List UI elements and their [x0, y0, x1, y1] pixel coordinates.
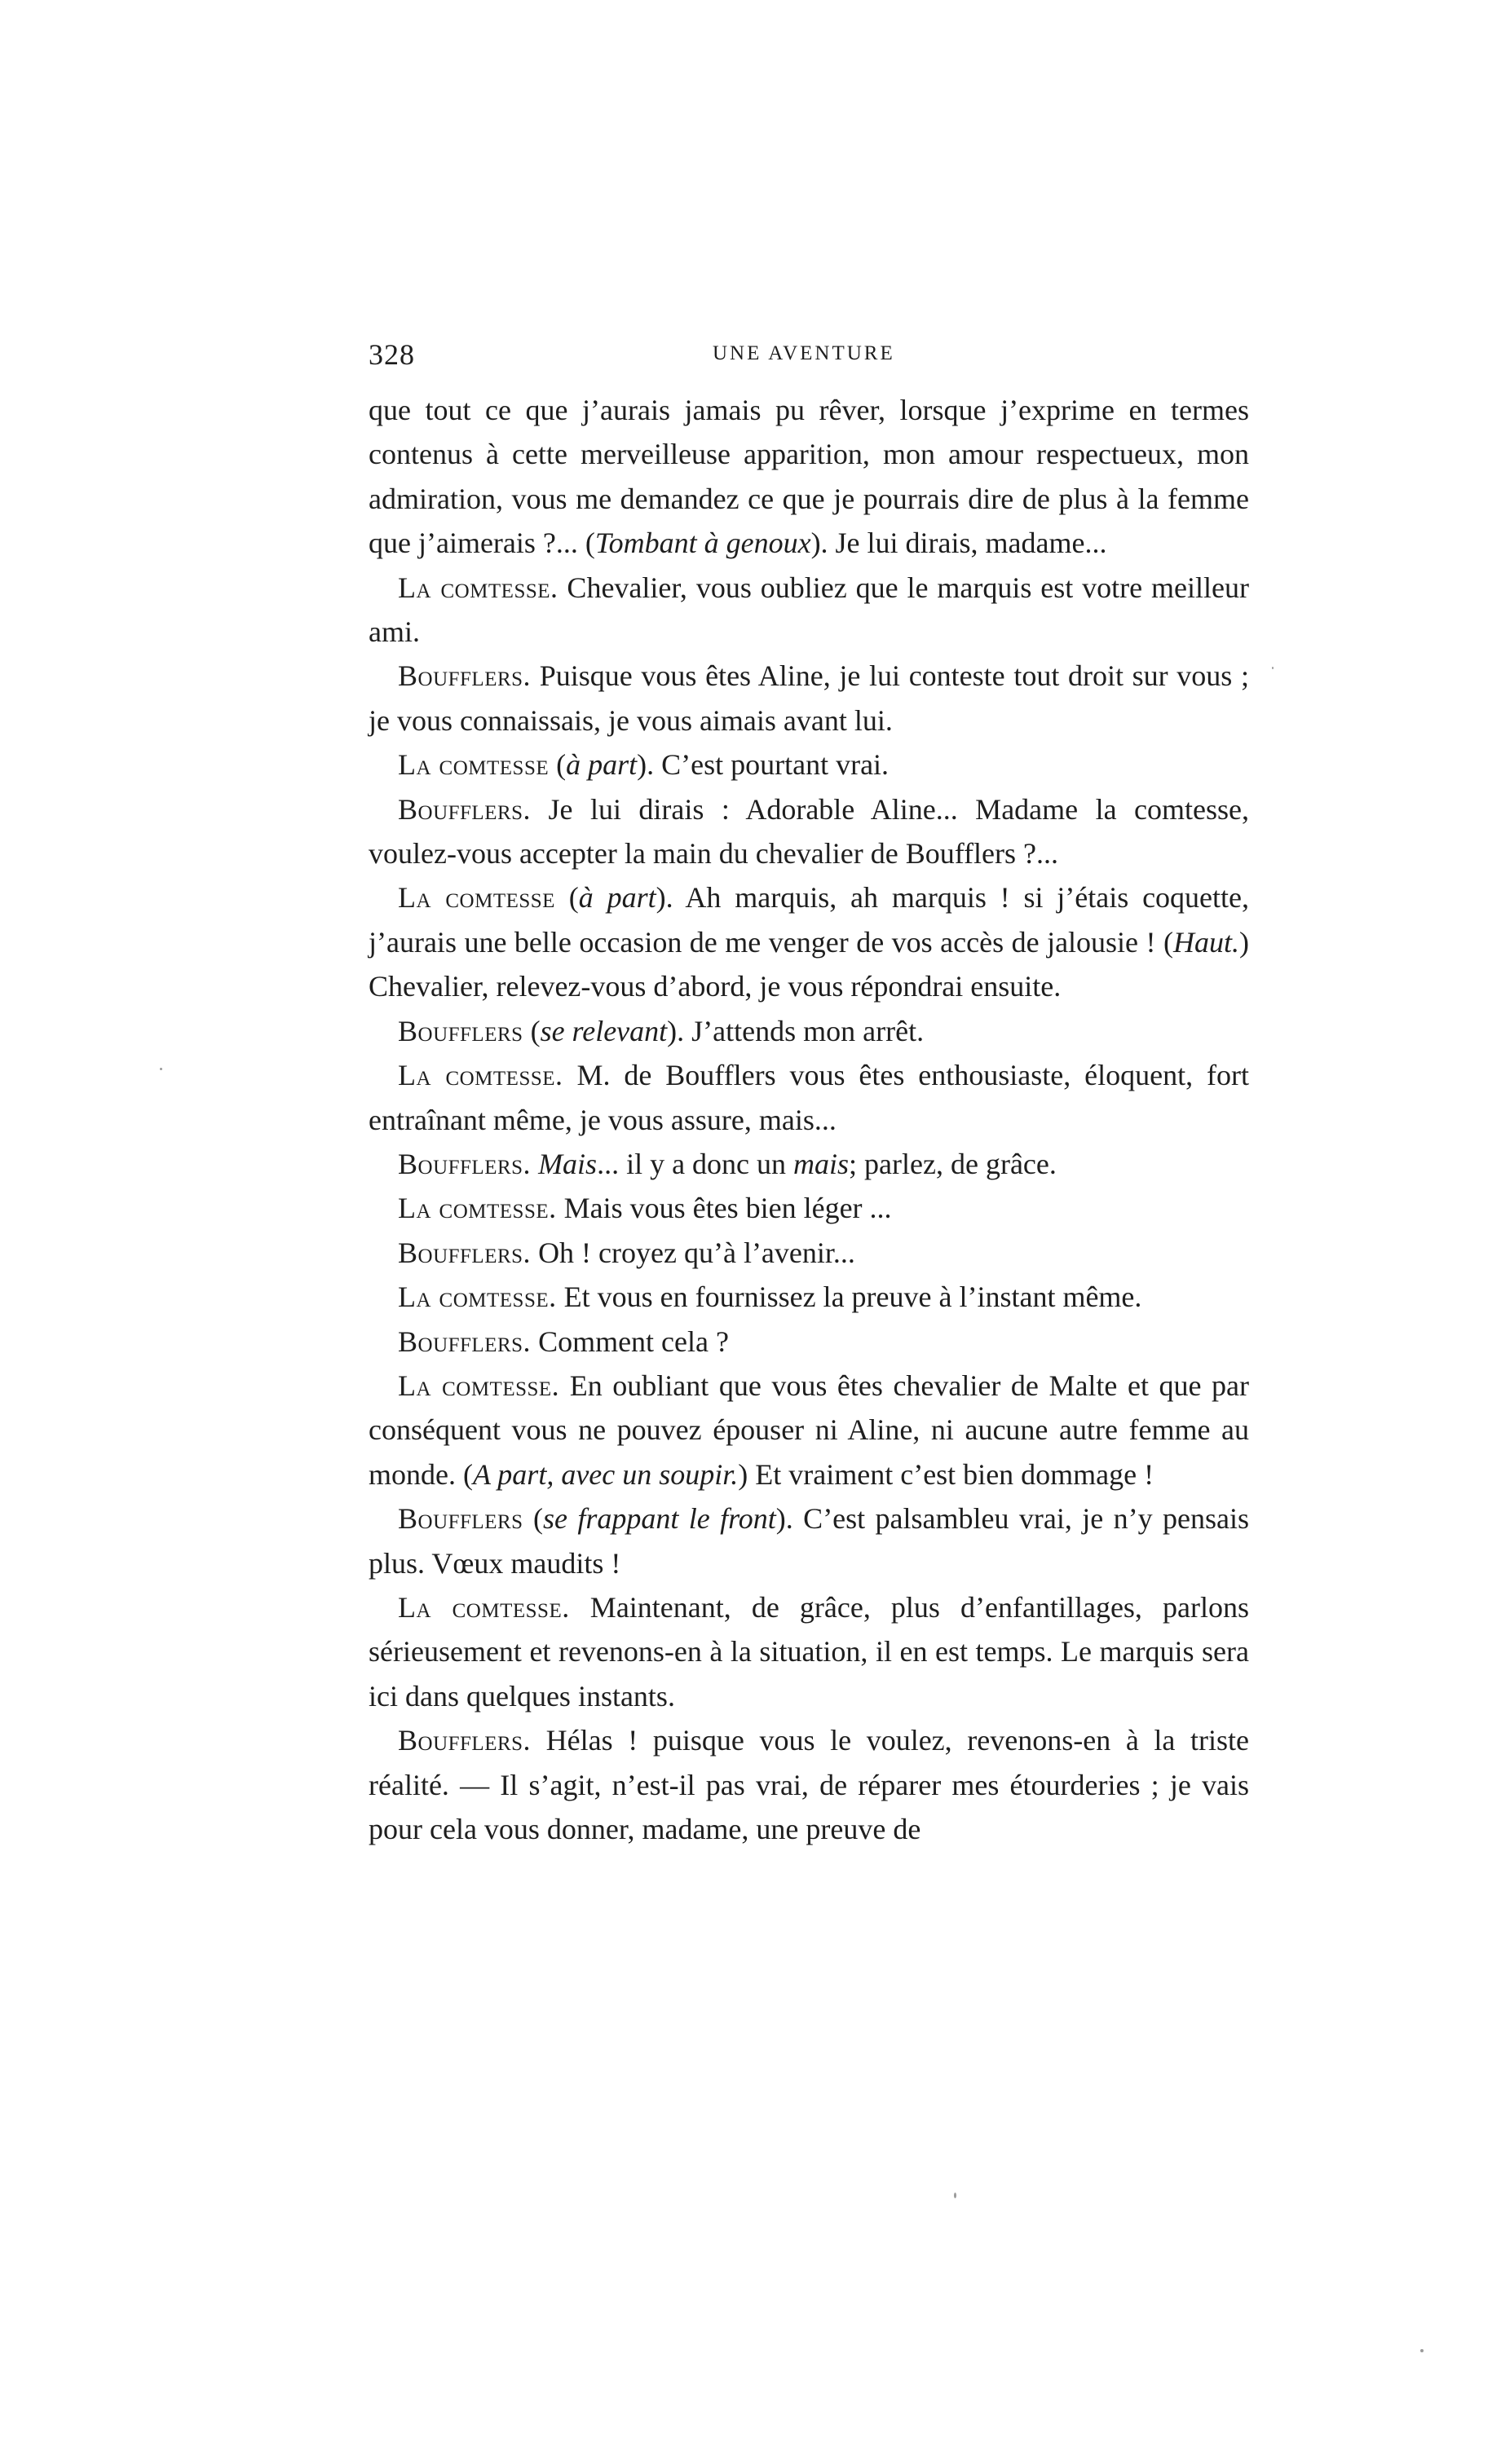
speaker-name: Boufflers	[398, 1502, 523, 1536]
running-title: UNE AVENTURE	[713, 342, 895, 364]
text-run: que tout ce que j’aurais jamais pu rêver, lorsque j’exprime en termes contenus à cette merveilleuse apparition, mon amour respectueux, mon admiration, vous me demandez ce que je pourrais dire de plus à la femme que j’aimerais ?... (	[369, 394, 1249, 560]
speech-boufflers	[369, 654, 1249, 743]
speech-text: ). Ah marquis, ah marquis ! si j’étais coquette, j’aurais une belle occasion de me venger de vos accès de jalousie ! (	[369, 881, 1250, 959]
page-number: 328	[369, 338, 415, 371]
speech-text: Hélas ! puisque vous le voulez, revenons-en à la triste réalité. — Il s’agit, n’est-il pas vrai, de réparer mes étourderies ; je vais pour cela vous donner, madame, une preuve de	[369, 1724, 1249, 1845]
speech-boufflers	[369, 1496, 1249, 1585]
speech-text: Puisque vous êtes Aline, je lui conteste tout droit sur vous ; je vous connaissais, je vous aimais avant lui.	[369, 659, 1249, 737]
speech-text: (	[554, 881, 579, 915]
stage-direction: Haut.	[1173, 925, 1239, 959]
stage-direction: Tombant à genoux	[594, 527, 811, 560]
stage-direction: à part	[578, 881, 656, 915]
speech-boufflers	[369, 1718, 1249, 1851]
emphasis: Mais	[538, 1147, 598, 1180]
speech-boufflers	[369, 1231, 1249, 1275]
speaker-name: La comtesse.	[398, 571, 558, 604]
speech-comtesse	[369, 1186, 1249, 1230]
speaker-name: La comtesse	[398, 881, 555, 915]
speaker-name: La comtesse.	[398, 1590, 570, 1624]
speech-text: En oubliant que vous êtes chevalier de Malte et que par conséquent vous ne pouvez épouser ni Aline, ni aucune autre femme au monde. (	[369, 1369, 1250, 1491]
speaker-name: Boufflers.	[398, 659, 532, 693]
speech-text: Maintenant, de grâce, plus d’enfantillages, parlons sérieusement et revenons-en à la situation, il en est temps. Le marquis sera ici dans quelques instants.	[369, 1590, 1249, 1712]
speaker-name: La comtesse.	[398, 1369, 560, 1402]
speech-comtesse	[369, 1275, 1249, 1319]
speech-text: (	[523, 1014, 541, 1047]
speech-text: Et vous en fournissez la preuve à l’instant même.	[556, 1280, 1142, 1314]
speech-boufflers	[369, 1320, 1249, 1364]
speech-text: ; parlez, de grâce.	[849, 1147, 1057, 1180]
speaker-name: Boufflers	[398, 1014, 523, 1047]
speaker-name: Boufflers.	[398, 792, 532, 826]
speech-comtesse	[369, 875, 1249, 1008]
paper-speck	[1272, 667, 1274, 669]
speaker-name: La comtesse.	[398, 1059, 563, 1092]
speech-comtesse	[369, 743, 1249, 787]
paragraph-continuation	[369, 388, 1249, 566]
speaker-name: La comtesse.	[398, 1280, 557, 1314]
speech-text: Oh ! croyez qu’à l’avenir...	[531, 1236, 855, 1269]
speech-text: ). J’attends mon arrêt.	[667, 1014, 925, 1047]
paper-speck	[160, 1068, 162, 1070]
speech-comtesse	[369, 1585, 1249, 1718]
speech-text: (	[523, 1502, 543, 1536]
speech-text: (	[549, 748, 567, 782]
stage-direction: se frappant le front	[542, 1502, 776, 1536]
speaker-name: La comtesse	[398, 748, 550, 782]
stage-direction: A part, avec un soupir.	[472, 1457, 739, 1491]
paper-speck	[1420, 2349, 1424, 2352]
stage-direction: se relevant	[540, 1014, 668, 1047]
speech-text: Chevalier, vous oubliez que le marquis est votre meilleur ami.	[369, 571, 1249, 649]
speech-comtesse	[369, 566, 1249, 655]
speaker-name: Boufflers.	[398, 1236, 532, 1269]
speech-text	[531, 1148, 538, 1180]
speech-text: ) Et vraiment c’est bien dommage !	[738, 1457, 1154, 1491]
paper-speck	[954, 2193, 956, 2198]
speaker-name: Boufflers.	[398, 1325, 532, 1358]
page-body	[369, 388, 1249, 1851]
speech-boufflers	[369, 1009, 1249, 1053]
speech-text: ). C’est palsambleu vrai, je n’y pensais plus. Vœux maudits !	[369, 1502, 1249, 1580]
speech-comtesse	[369, 1364, 1249, 1496]
speech-text: Je lui dirais : Adorable Aline... Madame la comtesse, voulez-vous accepter la main du chevalier de Boufflers ?...	[369, 792, 1249, 871]
speaker-name: La comtesse.	[398, 1192, 557, 1225]
speech-text: Mais vous êtes bien léger ...	[556, 1192, 892, 1225]
speech-text: ). C’est pourtant vrai.	[637, 748, 890, 782]
speech-text: ) Chevalier, relevez-vous d’abord, je vous répondrai ensuite.	[369, 925, 1249, 1003]
emphasis: mais	[793, 1147, 850, 1180]
text-run: ). Je lui dirais, madame...	[810, 527, 1107, 560]
speaker-name: Boufflers.	[398, 1724, 532, 1757]
speech-comtesse	[369, 1053, 1249, 1142]
speech-boufflers	[369, 1142, 1249, 1186]
stage-direction: à part	[566, 748, 638, 782]
running-head	[369, 334, 1249, 383]
speech-text: M. de Boufflers vous êtes enthousiaste, éloquent, fort entraînant même, je vous assure, mais...	[369, 1059, 1250, 1136]
speech-text: Comment cela ?	[531, 1325, 729, 1358]
speech-text: ... il y a donc un	[597, 1147, 794, 1180]
speech-boufflers	[369, 787, 1249, 876]
speaker-name: Boufflers.	[398, 1147, 532, 1180]
